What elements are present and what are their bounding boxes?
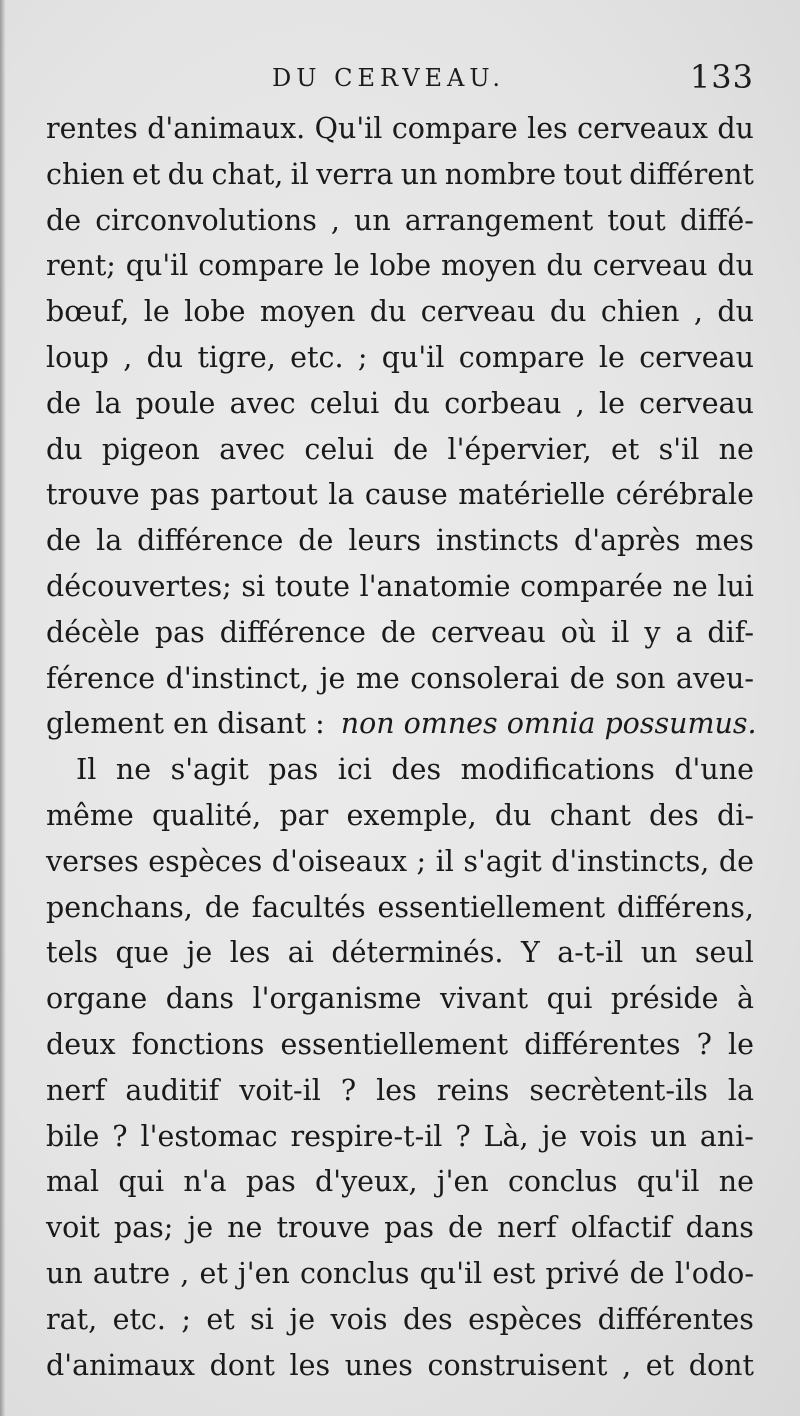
text-line [46,701,757,747]
word: des [402,1302,453,1336]
word: pas [154,615,205,649]
word: même [46,798,134,832]
word: du [167,157,205,191]
word: cerveau [639,340,754,374]
word: j'en [237,1256,290,1290]
word: il [611,615,630,649]
word: lui [717,569,754,603]
word: autre [92,1256,171,1290]
word: espèces [148,844,263,878]
word: des [649,798,699,832]
text-line [46,518,754,564]
word: aveu- [676,661,754,695]
word: s'agit [170,753,249,787]
word: d'après [573,524,681,558]
word: diffé- [679,203,754,237]
running-title: DU CERVEAU. [272,64,506,92]
word: chant [549,798,631,832]
word: poule [135,386,216,420]
word: ; [181,1302,191,1336]
word: tout [563,157,622,191]
latin-quote: non omnes omnia possumus. [340,707,757,741]
word: ici [337,753,372,787]
word: s'agit [463,844,542,878]
word: que [115,936,170,970]
word: le [598,386,625,420]
word: moyen [440,249,537,283]
word: comparée [520,569,663,603]
word: nerf [497,1211,557,1245]
word: arrangement [404,203,594,237]
text-line [46,1159,754,1205]
last-line-text: glement en disant : [46,707,325,741]
word: matérielle [458,478,606,512]
word: pas [384,1211,434,1245]
word: corbeau [444,386,562,420]
word: cérébrale [615,478,754,512]
word: rent; [46,249,116,283]
word: un [400,157,438,191]
word: , [330,203,340,237]
word: pigeon [101,432,200,466]
word: déterminés. [331,936,504,970]
word: le [333,249,360,283]
word: un [650,1119,687,1153]
word: dif- [707,615,754,649]
word: a [675,615,693,649]
word: instincts [435,524,560,558]
word: de [46,386,82,420]
word: compare [391,112,518,145]
word: je [289,1302,316,1336]
word: tigre, [197,340,276,374]
word: un [46,1256,83,1290]
word: il [435,844,454,878]
word: ? [696,1027,712,1061]
word: espèces [468,1302,583,1336]
word: ? [340,1073,357,1107]
word: la [727,1073,754,1107]
word: du [146,340,184,374]
word: est [492,1256,536,1290]
word: de [718,844,754,878]
word: nerf [46,1073,106,1107]
word: du [717,249,754,283]
word: ne [672,569,708,603]
word: vivant [439,982,529,1016]
word: fonctions [131,1027,265,1061]
word: si [250,1302,274,1336]
word: bœuf, [46,295,130,329]
word: qu'il [419,1256,483,1290]
word: modifications [460,753,655,787]
word: essentiellement [377,890,606,924]
word: je [319,661,346,695]
word: du [717,295,754,329]
word: consolerai [410,661,560,695]
word: verra [316,157,394,191]
word: y [644,615,661,649]
word: , [123,340,133,374]
word: celui [304,432,374,466]
word: compare [198,249,325,283]
word: bile [46,1119,100,1153]
word: décèle [46,615,140,649]
word: etc. [290,340,344,374]
word: du [46,432,83,466]
text-line [46,381,754,427]
text-line [46,198,754,244]
word: les [289,1348,331,1382]
text-line [46,335,754,381]
word: ; [357,340,368,374]
word: Il [76,753,97,787]
word: l'odo- [674,1256,754,1290]
word: de [298,524,334,558]
word: moyen [259,295,356,329]
word: de [46,524,82,558]
word: etc. [112,1302,166,1336]
word: loup [46,340,109,374]
word: l'épervier, [447,432,592,466]
word: nombre [444,157,557,191]
word: du [546,249,583,283]
word: qu'il [125,249,189,283]
word: d'une [674,753,754,787]
word: conclus [507,1165,618,1199]
word: compare [458,340,585,374]
word: et [131,157,161,191]
word: ne [227,1211,263,1245]
word: ? [455,1119,471,1153]
word: tels [46,936,99,970]
word: de [629,1256,665,1290]
text-line [46,610,754,656]
word: si [241,569,266,603]
word: Y [520,936,540,970]
word: la [95,386,122,420]
word: du [393,386,431,420]
word: cerveau [592,249,708,283]
word: à [736,982,754,1016]
word: les [376,1073,417,1107]
word: chien [600,295,680,329]
word: partout [210,478,318,512]
word: cerveau [420,295,536,329]
text-line [46,106,754,152]
word: différent [629,157,754,191]
word: du [549,295,587,329]
page-number: 133 [689,58,754,96]
word: ai [287,936,314,970]
word: celui [309,386,380,420]
word: ; [416,844,427,878]
word: ne [115,753,152,787]
text-line [46,1022,754,1068]
text-line [46,152,754,198]
word: rat, [46,1302,98,1336]
word: de [448,1211,484,1245]
text-line [46,1068,754,1114]
word: du [717,112,754,145]
word: Qu'il [314,112,383,145]
word: d'instinct, [165,661,310,695]
word: voit [46,1211,100,1245]
word: le [143,295,170,329]
word: trouve [46,478,140,512]
word: de [380,615,416,649]
word: d'oiseaux [271,844,408,878]
text-line [46,839,754,885]
text-line [46,976,754,1022]
word: et [645,1348,675,1382]
word: exemple, [346,798,477,832]
word: deux [46,1027,116,1061]
word: différence [137,524,284,558]
word: secrètent-ils [529,1073,708,1107]
word: cerveau [639,386,754,420]
word: dans [165,982,234,1016]
word: qu'il [636,1165,700,1199]
word: l'estomac [140,1119,278,1153]
word: ne [718,1165,754,1199]
text-line [46,1343,754,1389]
word: le [727,1027,754,1061]
word: cerveau [430,615,546,649]
text-line [46,289,754,335]
word: d'animaux [46,1348,195,1382]
word: s'il [658,432,700,466]
text-line [46,656,754,702]
text-line [46,427,754,473]
word: vois [580,1119,638,1153]
word: la [96,524,123,558]
running-head [0,58,800,100]
word: d'yeux, [314,1165,418,1199]
word: l'organisme [252,982,422,1016]
word: avec [229,386,296,420]
word: pas [245,1165,296,1199]
word: Là, [483,1119,529,1153]
word: circonvolutions [95,203,317,237]
word: lobe [184,295,246,329]
word: qui [118,1165,165,1199]
word: a-t-il [557,936,624,970]
word: privé [545,1256,620,1290]
word: facultés [251,890,366,924]
word: mes [695,524,754,558]
word: et [206,1302,235,1336]
word: seul [694,936,754,970]
text-line [46,243,754,289]
word: et [199,1256,228,1290]
word: ne [718,432,754,466]
word: un [354,203,391,237]
word: de [204,890,240,924]
word: qu'il [381,340,445,374]
word: avec [219,432,286,466]
word: qualité, [152,798,262,832]
text-line [46,885,754,931]
word: dont [688,1348,754,1382]
word: organe [46,982,148,1016]
word: où [560,615,597,649]
word: préside [610,982,719,1016]
word: je [186,936,213,970]
word: vois [330,1302,388,1336]
word: chien [46,157,125,191]
word: n'a [183,1165,227,1199]
word: ? [112,1119,128,1153]
word: les [527,112,568,145]
word: qui [546,982,593,1016]
word: rentes [46,112,138,145]
word: cerveaux [577,112,708,145]
text-line [46,472,754,518]
page-edge-shadow [0,0,6,1416]
word: du [369,295,407,329]
word: di- [717,798,754,832]
word: me [355,661,400,695]
text-line [46,1297,754,1343]
word: la [328,478,355,512]
word: je [187,1211,214,1245]
text-line [46,1114,754,1160]
word: d'animaux. [147,112,306,145]
word: mal [46,1165,100,1199]
word: unes [344,1348,413,1382]
word: différentes [524,1027,681,1061]
word: chat, [211,157,284,191]
word: essentiellement [280,1027,509,1061]
word: l'anatomie [359,569,511,603]
text-line [46,1205,754,1251]
word: de [46,203,82,237]
word: d'instincts, [551,844,710,878]
word: son [615,661,666,695]
word: découvertes; [46,569,232,603]
word: conclus [299,1256,410,1290]
word: construisent [427,1348,608,1382]
text-line [46,930,754,976]
word: les [229,936,271,970]
word: des [391,753,442,787]
word: dont [209,1348,275,1382]
body-text [46,106,757,1388]
word: penchans, [46,890,193,924]
word: leurs [348,524,421,558]
word: dans [685,1211,754,1245]
word: je [541,1119,568,1153]
word: , [180,1256,190,1290]
word: lobe [369,249,432,283]
word: férence [46,661,156,695]
word: , [622,1348,632,1382]
word: et [611,432,640,466]
text-line [46,1251,754,1297]
word: le [598,340,625,374]
word: différentes [597,1302,754,1336]
word: différence [219,615,366,649]
word: un [640,936,678,970]
text-line [46,793,754,839]
word: pas [268,753,319,787]
word: différens, [616,890,754,924]
word: tout [607,203,666,237]
text-line [46,564,754,610]
word: de [569,661,605,695]
word: de [393,432,429,466]
word: olfactif [570,1211,672,1245]
word: respire-t-il [290,1119,443,1153]
word: voit-il [239,1073,321,1107]
word: il [290,157,309,191]
word: pas; [113,1211,174,1245]
word: reins [436,1073,510,1107]
text-line [46,747,754,793]
word: ani- [699,1119,754,1153]
word: toute [274,569,350,603]
word: pas [150,478,200,512]
word: , [575,386,585,420]
word: cause [364,478,448,512]
word: par [279,798,329,832]
word: auditif [125,1073,220,1107]
word: , [693,295,703,329]
word: verses [46,844,139,878]
word: trouve [276,1211,371,1245]
word: du [494,798,532,832]
word: j'en [436,1165,489,1199]
